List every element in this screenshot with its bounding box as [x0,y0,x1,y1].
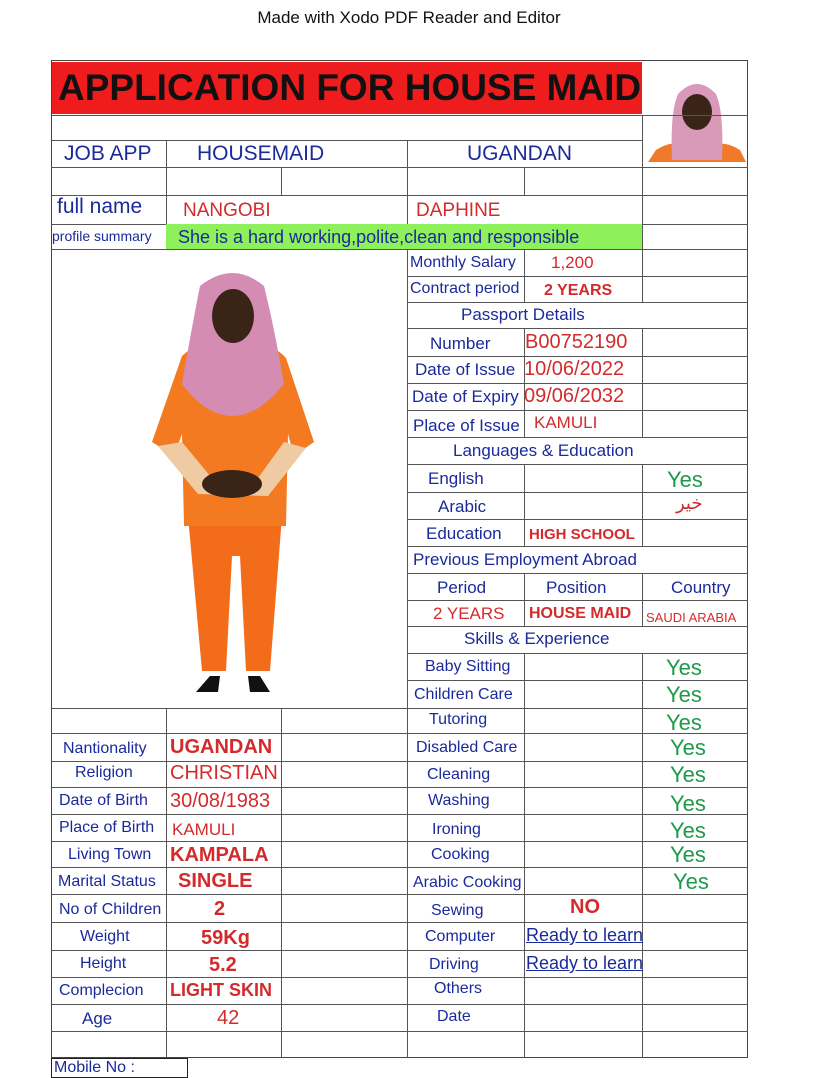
personal-value: 5.2 [209,954,237,976]
arabic-answer: خير [676,493,703,513]
skill-label: Cleaning [427,766,491,783]
monthly-salary-label: Monthly Salary [410,254,516,271]
personal-label: Complecion [59,982,144,999]
contract-period-label: Contract period [410,280,520,297]
personal-value: 59Kg [201,927,250,949]
period-label: Period [437,578,487,597]
passport-number: B00752190 [525,331,628,353]
languages-heading: Languages & Education [453,441,634,460]
education-label: Education [426,524,502,543]
skill-answer: Yes [673,869,709,894]
expiry-date: 09/06/2032 [524,385,625,407]
job-nationality: UGANDAN [467,142,573,165]
personal-label: Living Town [68,846,152,863]
mobile-label: Mobile No : [54,1059,135,1076]
skill-label: Driving [429,956,479,973]
expiry-date-label: Date of Expiry [412,387,519,406]
skill-label: Cooking [431,846,490,863]
profile-summary-text: She is a hard working,polite,clean and responsible [178,227,580,247]
job-app-label: JOB APP [64,142,152,165]
skill-label: Tutoring [429,711,488,728]
applicant-photo-full [148,266,318,696]
personal-label: Nantionality [63,740,147,757]
skill-label: Washing [428,792,490,809]
place-of-issue: KAMULI [534,413,598,432]
personal-value: 30/08/1983 [170,790,271,812]
country-label: Country [671,578,731,597]
personal-label: Height [80,955,127,972]
personal-value: CHRISTIAN [170,762,278,784]
contract-period-value: 2 YEARS [544,282,613,299]
personal-value: KAMULI [172,820,236,839]
passport-number-label: Number [430,334,491,353]
personal-label: Weight [80,928,130,945]
last-name: DAPHINE [416,200,501,221]
skill-answer: Yes [670,735,706,760]
skill-label: Date [437,1008,471,1025]
skill-answer: Yes [666,655,702,680]
skill-label: Sewing [431,902,484,919]
place-of-issue-label: Place of Issue [413,416,520,435]
skill-label: Baby Sitting [425,658,511,675]
skill-answer: Yes [666,710,702,735]
skill-label: Computer [425,928,496,945]
skill-label: Disabled Care [416,739,518,756]
skill-label: Children Care [414,686,513,703]
skill-label: Others [434,980,483,997]
employment-heading: Previous Employment Abroad [413,550,637,569]
position-label: Position [546,578,607,597]
skills-heading: Skills & Experience [464,629,610,648]
form-title: APPLICATION FOR HOUSE MAID [52,62,642,114]
profile-summary-label: profile summary [52,228,152,244]
skill-answer: Yes [670,842,706,867]
passport-heading: Passport Details [461,305,585,324]
personal-value: 2 [214,898,226,920]
employment-position: HOUSE MAID [529,605,632,622]
skill-answer: Yes [666,682,702,707]
personal-value: UGANDAN [170,736,273,758]
english-label: English [428,469,484,488]
personal-label: Age [82,1009,113,1028]
personal-value: KAMPALA [170,844,269,866]
employment-country: SAUDI ARABIA [646,610,737,625]
monthly-salary-value: 1,200 [551,253,594,272]
full-name-label: full name [57,195,143,218]
applicant-photo-small [648,72,746,162]
issue-date-label: Date of Issue [415,360,516,379]
skill-label: Arabic Cooking [413,874,522,891]
skill-answer: Yes [670,818,706,843]
personal-value: 42 [217,1007,240,1029]
skill-value: NO [570,896,600,918]
personal-value: SINGLE [178,870,253,892]
skill-answer: Yes [670,762,706,787]
job-position: HOUSEMAID [197,142,325,165]
first-name: NANGOBI [183,200,271,221]
skill-value: Ready to learn [526,925,644,945]
personal-label: No of Children [59,901,162,918]
education-value: HIGH SCHOOL [529,526,635,543]
skill-answer: Yes [670,791,706,816]
xodo-header: Made with Xodo PDF Reader and Editor [257,8,561,27]
arabic-label: Arabic [438,497,487,516]
personal-label: Religion [75,764,133,781]
skill-value: Ready to learn [526,953,644,973]
personal-label: Date of Birth [59,792,148,809]
issue-date: 10/06/2022 [524,358,625,380]
personal-label: Place of Birth [59,819,155,836]
employment-period: 2 YEARS [433,604,505,623]
skill-label: Ironing [432,821,481,838]
personal-label: Marital Status [58,873,156,890]
english-answer: Yes [667,467,703,492]
personal-value: LIGHT SKIN [170,980,272,1000]
